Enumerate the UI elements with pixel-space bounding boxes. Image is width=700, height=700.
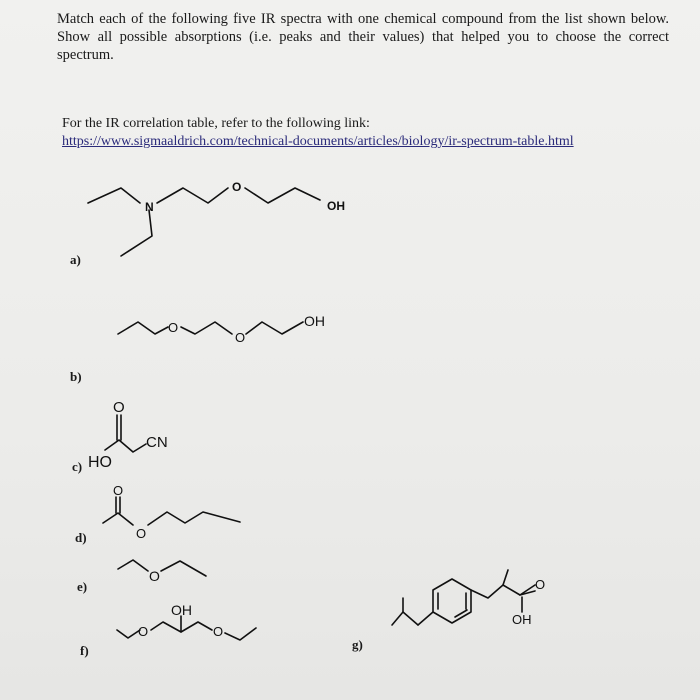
atom-ether-oxygen-1: O: [138, 624, 149, 639]
atom-ether-oxygen: O: [232, 180, 242, 194]
compound-g-label: g): [352, 637, 363, 652]
atom-hydroxyl: OH: [327, 199, 345, 213]
compound-b-structure: [118, 313, 325, 345]
atom-ester-oxygen: O: [136, 526, 147, 541]
atom-carbonyl-oxygen: O: [113, 483, 124, 498]
compound-f-structure: [117, 602, 256, 640]
compound-a-label: a): [70, 252, 81, 267]
question-instructions: Match each of the following five IR spectra with one chemical compound from the list shown below. Show all possible absorptions (i.e. peaks and their values) that helped you to choose the correct spectrum.: [57, 11, 669, 63]
ir-table-link[interactable]: https://www.sigmaaldrich.com/technical-documents/articles/biology/ir-spectrum-table.html: [62, 134, 574, 149]
compound-f-label: f): [80, 643, 89, 658]
compound-d-structure: [103, 483, 240, 541]
compound-d-label: d): [75, 530, 87, 545]
compound-c-label: c): [72, 459, 83, 474]
atom-hydroxyl: OH: [304, 313, 325, 329]
atom-nitrogen: N: [145, 200, 154, 214]
compound-b-label: b): [70, 369, 82, 384]
atom-carbonyl-oxygen: O: [535, 577, 546, 592]
compound-g-structure: [392, 570, 545, 627]
atom-hydroxyl: OH: [171, 602, 192, 618]
atom-oxygen-1: O: [168, 320, 179, 335]
atom-ether-oxygen: O: [149, 568, 160, 584]
atom-nitrile: CN: [146, 434, 168, 451]
atom-ether-oxygen-2: O: [213, 624, 224, 639]
atom-oxygen-2: O: [235, 330, 246, 345]
reference-intro: For the IR correlation table, refer to the following link:: [62, 116, 370, 131]
atom-hydroxyl: OH: [512, 612, 532, 627]
compound-c-structure: [88, 399, 168, 471]
compound-e-structure: [118, 560, 206, 584]
atom-hydroxyl: HO: [88, 454, 112, 471]
compound-e-label: e): [77, 579, 88, 594]
compound-a-structure: [88, 180, 345, 256]
atom-carbonyl-oxygen: O: [113, 399, 125, 416]
